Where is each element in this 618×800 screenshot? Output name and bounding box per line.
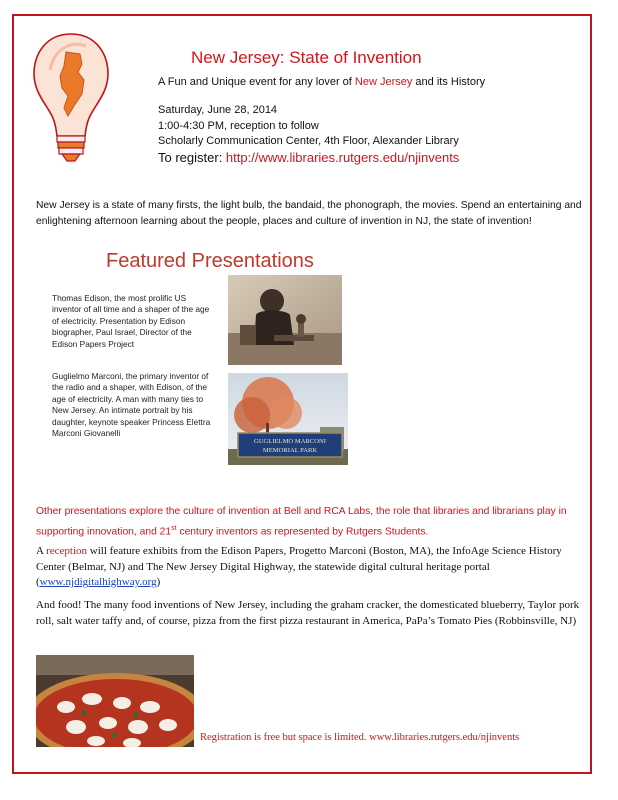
subtitle-highlight: New Jersey xyxy=(354,76,413,88)
pizza-photo xyxy=(36,655,194,747)
featured-heading: Featured Presentations xyxy=(106,250,314,272)
reception-highlight: reception xyxy=(46,545,88,557)
register-line: To register: http://www.libraries.rutgers.edu/njinvents xyxy=(158,150,460,165)
register-link[interactable]: http://www.libraries.rutgers.edu/njinvents xyxy=(225,150,460,165)
sign-line-2: MEMORIAL PARK xyxy=(262,447,318,454)
event-subtitle: A Fun and Unique event for any lover of New Jersey and its History xyxy=(158,76,486,88)
food-paragraph: And food! The many food inventions of New Jersey, including the graham cracker, the domesticated blueberry, Taylor pork roll, salt water taffy and, of course, pizza from the first pizza restaurant in America, PaPa’s Tomato Pies (Robbinsville, NJ) xyxy=(36,599,580,627)
sign-line-1: GUGLIELMO MARCONI xyxy=(254,438,326,445)
registration-footer: Registration is free but space is limited. www.libraries.rutgers.edu/njinvents xyxy=(200,732,520,743)
other-presentations: Other presentations explore the culture of invention at Bell and RCA Labs, the role that libraries and librarians play in supporting innovation, and 21st century inventors as represented by Rutgers Students. xyxy=(36,506,567,538)
event-title: New Jersey: State of Invention xyxy=(191,48,422,67)
edison-photo xyxy=(228,275,342,365)
marconi-description: Guglielmo Marconi, the primary inventor of the radio and a shaper, with Edison, of the age of electricity. A man with many ties to New Jersey. An intimate portrait by his daughter, keynote speaker Princess Elettra Marconi Giovanelli xyxy=(52,371,211,439)
edison-description: Thomas Edison, the most prolific US inventor of all time and a shaper of the age of electricity. Presentation by Edison biographer, Paul Israel, Director of the Edison Papers Project xyxy=(52,293,210,349)
njdigitalhighway-link[interactable]: www.njdigitalhighway.org xyxy=(39,576,157,588)
reception-paragraph: A reception will feature exhibits from the Edison Papers, Progetto Marconi (Boston, MA), the InfoAge Science History Center (Belmar, NJ) and The New Jersey Digital Highway, the statewide digital cultural heritage portal (www.njdigitalhighway.org) xyxy=(36,545,562,588)
event-location: Scholarly Communication Center, 4th Floor, Alexander Library xyxy=(158,135,459,147)
intro-paragraph: New Jersey is a state of many firsts, the light bulb, the bandaid, the phonograph, the movies. Spend an entertaining and enlightening afternoon learning about the people, places and culture of invention in NJ, the state of invention! xyxy=(36,200,582,227)
event-date: Saturday, June 28, 2014 xyxy=(158,104,278,116)
event-time: 1:00-4:30 PM, reception to follow xyxy=(158,120,319,132)
marconi-memorial-park-photo xyxy=(228,373,348,465)
lightbulb-nj-logo-icon xyxy=(30,30,112,165)
